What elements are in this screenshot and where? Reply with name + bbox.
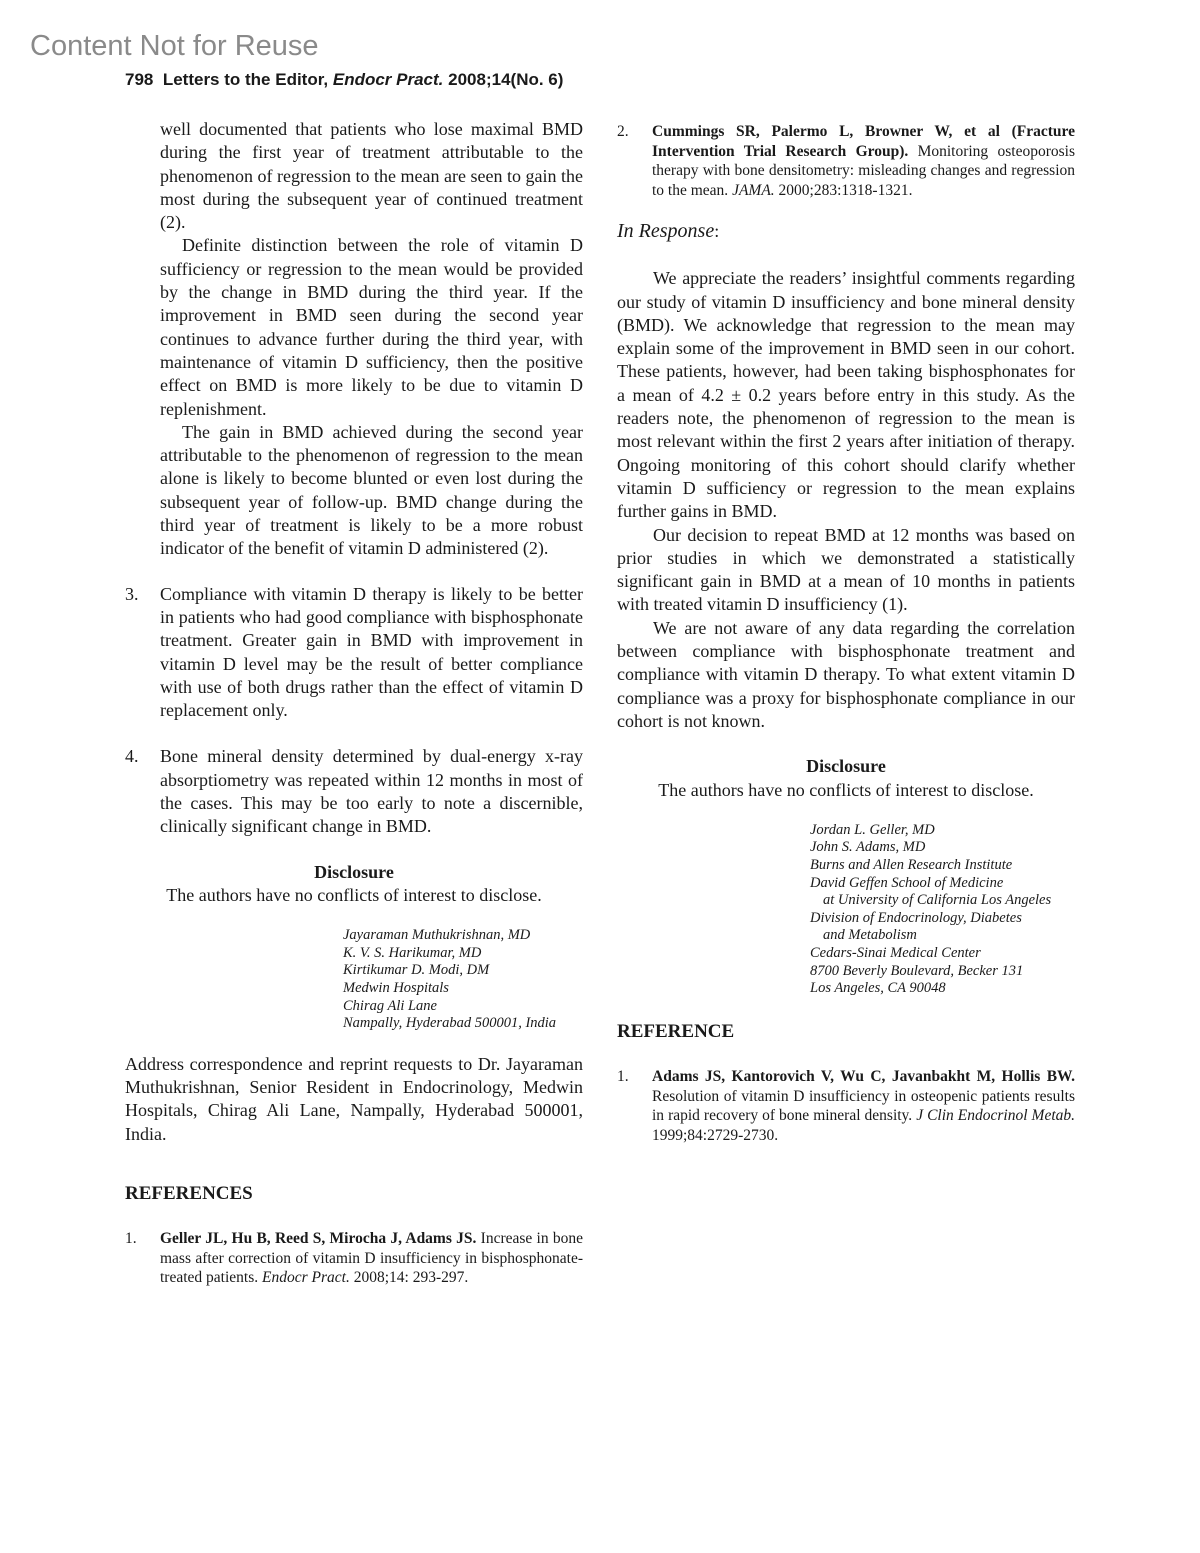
list-item-text: Compliance with vitamin D therapy is likely to be better in patients who had good compliance with bisphosphonate treatment. Greater gain in BMD with improvement in vitamin D level may be the result of better compliance with use of both drugs rather than the effect of vitamin D replacement only. <box>160 583 583 721</box>
disclosure-heading: Disclosure <box>806 756 886 777</box>
signature-line: John S. Adams, MD <box>810 839 926 856</box>
reference-title: Monitoring osteoporosis therapy with bone densitometry: misleading changes and regression to the mean. <box>652 142 1075 199</box>
disclosure-text: The authors have no conflicts of interest to disclose. <box>658 779 1034 800</box>
left-column <box>125 118 583 1288</box>
reference-text <box>652 122 1075 200</box>
left-paragraph-1: well documented that patients who lose maximal BMD during the first year of treatment attributable to the phenomenon of regression to the mean are seen to gain the most during the subsequent year of continued treatment (2). <box>160 119 583 233</box>
correspondence-address: Address correspondence and reprint requests to Dr. Jayaraman Muthukrishnan, Senior Resident in Endocrinology, Medwin Hospitals, Chirag Ali Lane, Nampally, Hyderabad 500001, India. <box>125 1053 583 1144</box>
list-item-text: Bone mineral density determined by dual-energy x-ray absorptiometry was repeated within 12 months in most of the cases. This may be too early to note a discernible, clinically significant change in BMD. <box>160 746 583 837</box>
response-heading <box>617 220 1075 243</box>
right-paragraph-2: Our decision to repeat BMD at 12 months was based on prior studies in which we demonstrated a statistically significant gain in BMD at a mean of 10 months in patients with treated vitamin D insufficiency (1). <box>617 524 1075 615</box>
reference-authors: Cummings SR, Palermo L, Browner W, et al (Fracture Intervention Trial Research Group). <box>652 123 1075 160</box>
list-item-3 <box>125 583 583 723</box>
right-disclosure <box>617 755 1075 802</box>
signature-line: and Metabolism <box>823 927 917 944</box>
list-item-4 <box>125 745 583 838</box>
reference-item <box>617 122 1075 200</box>
signature-line: Jordan L. Geller, MD <box>810 821 935 838</box>
reference-item <box>125 1229 583 1288</box>
signature-line: Division of Endocrinology, Diabetes <box>810 909 1022 926</box>
reference-number: 2. <box>617 123 629 140</box>
reference-number: 1. <box>125 1230 137 1248</box>
signature-line: David Geffen School of Medicine <box>810 874 1004 891</box>
reference-details: 2000;283:1318-1321. <box>778 181 913 199</box>
reference-text <box>160 1229 583 1288</box>
signature-line: Kirtikumar D. Modi, DM <box>343 962 490 979</box>
signature-line: Cedars-Sinai Medical Center <box>810 944 981 961</box>
reference-title: Increase in bone mass after correction of vitamin D insufficiency in bisphosphonate-treated patients. <box>160 1230 583 1287</box>
left-paragraph-2: Definite distinction between the role of vitamin D sufficiency or regression to the mean would be provided by the change in BMD during the third year. If the improvement in BMD seen during the second year continues to advance further during the third year, with maintenance of vitamin D sufficiency, then the positive effect on BMD is more likely to be due to vitamin D replenishment. <box>160 235 583 419</box>
journal-citation: 2008;14(No. 6) <box>448 70 564 89</box>
right-signature <box>810 822 1075 998</box>
signature-line: Jayaraman Muthukrishnan, MD <box>343 927 531 944</box>
reference-number: 1. <box>617 1068 629 1086</box>
list-item-number: 4. <box>125 746 139 767</box>
reference-heading: REFERENCE <box>617 1020 735 1042</box>
reference-journal: JAMA. <box>732 181 775 199</box>
response-heading-colon: : <box>714 221 720 241</box>
left-signature <box>343 927 583 1033</box>
response-heading-text: In Response <box>617 220 715 242</box>
signature-line: Chirag Ali Lane <box>343 997 437 1014</box>
watermark: Content Not for Reuse <box>30 30 319 62</box>
reference-authors: Adams JS, Kantorovich V, Wu C, Javanbakht M, Hollis BW. <box>652 1068 1075 1086</box>
signature-line: K. V. S. Harikumar, MD <box>343 944 482 961</box>
left-disclosure <box>125 861 583 908</box>
reference-details: 2008;14: 293-297. <box>353 1269 469 1287</box>
signature-line: 8700 Beverly Boulevard, Becker 131 <box>810 962 1024 979</box>
right-column <box>617 118 1075 1145</box>
left-paragraph-3: The gain in BMD achieved during the second year attributable to the phenomenon of regression to the mean alone is likely to become blunted or even lost during the subsequent year of follow-up. BMD change during the third year of treatment is likely to be a more robust indicator of the benefit of vitamin D administered (2). <box>160 421 583 559</box>
reference-title: Resolution of vitamin D insufficiency in osteopenic patients results in rapid recovery of bone mineral density. <box>652 1087 1075 1125</box>
signature-line: Los Angeles, CA 90048 <box>810 980 946 997</box>
journal-name: Endocr Pract. <box>332 70 444 89</box>
references-heading: REFERENCES <box>125 1182 253 1204</box>
reference-journal: J Clin Endocrinol Metab. <box>916 1107 1076 1125</box>
signature-line: Medwin Hospitals <box>343 979 449 996</box>
disclosure-heading: Disclosure <box>314 861 394 882</box>
disclosure-text: The authors have no conflicts of interest to disclose. <box>166 884 542 905</box>
list-item-number: 3. <box>125 583 139 604</box>
reference-item <box>617 1067 1075 1145</box>
reference-journal: Endocr Pract. <box>262 1269 350 1287</box>
section-prefix: Letters to the Editor, <box>162 70 329 89</box>
signature-line: at University of California Los Angeles <box>823 892 1052 909</box>
reference-authors: Geller JL, Hu B, Reed S, Mirocha J, Adams JS. <box>160 1230 477 1248</box>
signature-line: Burns and Allen Research Institute <box>810 857 1013 874</box>
reference-text <box>652 1067 1075 1145</box>
right-paragraph-3: We are not aware of any data regarding the correlation between compliance with bisphosphonate treatment and compliance with vitamin D therapy. To what extent vitamin D compliance was a proxy for bisphosphonate compliance in our cohort is not known. <box>617 617 1075 731</box>
signature-line: Nampally, Hyderabad 500001, India <box>343 1015 557 1032</box>
page-number: 798 <box>125 70 154 89</box>
running-header <box>125 70 563 90</box>
reference-details: 1999;84:2729-2730. <box>652 1126 779 1144</box>
right-paragraph-1: We appreciate the readers’ insightful comments regarding our study of vitamin D insufficiency and bone mineral density (BMD). We acknowledge that regression to the mean may explain some of the improvement in BMD seen in our cohort. These patients, however, had been taking bisphosphonates for a mean of 4.2 ± 0.2 years before entry in this study. As the readers note, the phenomenon of regression to the mean is most relevant within the first 2 years after initiation of therapy. Ongoing monitoring of this cohort should clarify whether vitamin D sufficiency or regression to the mean explains further gains in BMD. <box>617 268 1075 522</box>
